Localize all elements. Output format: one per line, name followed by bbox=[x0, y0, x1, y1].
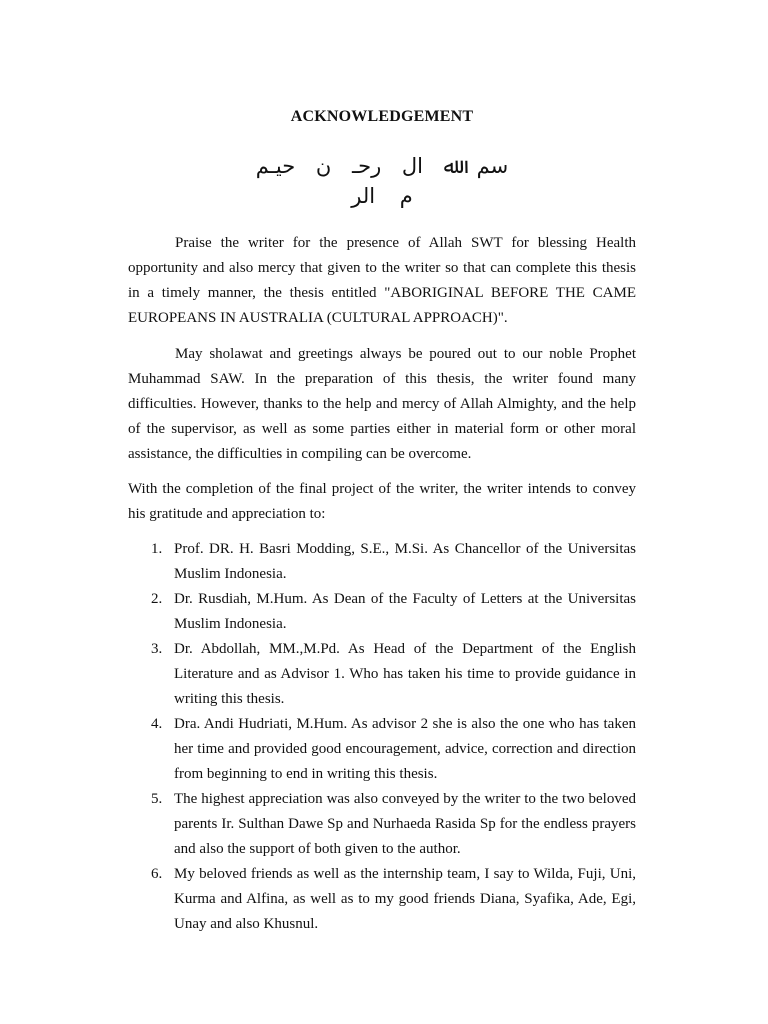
list-item-text: The highest appreciation was also conveyed by the writer to the two beloved parents Ir. Sulthan Dawe Sp and Nurhaeda Rasida Sp for the endless prayers and also the support of both given to the author. bbox=[174, 791, 636, 857]
list-item-number: 2. bbox=[151, 591, 163, 607]
list-item bbox=[128, 637, 636, 712]
paragraph-sholawat: May sholawat and greetings always be poured out to our noble Prophet Muhammad SAW. In the preparation of this thesis, the writer found many difficulties. However, thanks to the help and mercy of Allah Almighty, and the help of the supervisor, as well as some parties either in material form or other moral assistance, the difficulties in compiling can be overcome. bbox=[128, 346, 636, 462]
list-item-number: 1. bbox=[151, 541, 163, 557]
list-item-text: Dra. Andi Hudriati, M.Hum. As advisor 2 she is also the one who has taken her time and provided good encouragement, advice, correction and direction from beginning to end in writing this thesis. bbox=[174, 716, 636, 782]
list-item bbox=[128, 537, 636, 587]
list-item bbox=[128, 587, 636, 637]
paragraph-praise: Praise the writer for the presence of Allah SWT for blessing Health opportunity and also mercy that given to the writer so that can complete this thesis in a timely manner, the thesis entitled "ABORIGINAL BEFORE THE CAME EUROPEANS IN AUSTRALIA (CULTURAL APPROACH)". bbox=[128, 235, 636, 326]
list-item-number: 5. bbox=[151, 791, 163, 807]
list-item-text: Dr. Rusdiah, M.Hum. As Dean of the Faculty of Letters at the Universitas Muslim Indonesia. bbox=[174, 591, 636, 632]
list-item bbox=[128, 787, 636, 862]
basmala-line-1: سم ﷲ ال رحـ ن حيـم bbox=[255, 154, 509, 178]
document-page bbox=[128, 0, 636, 1024]
list-item bbox=[128, 862, 636, 937]
acknowledgement-list bbox=[128, 537, 636, 937]
list-item-text: Dr. Abdollah, MM.,M.Pd. As Head of the Department of the English Literature and as Advisor 1. Who has taken his time to provide guidance in writing this thesis. bbox=[174, 641, 636, 707]
list-item-number: 4. bbox=[151, 716, 163, 732]
list-item-text: My beloved friends as well as the internship team, I say to Wilda, Fuji, Uni, Kurma and Alfina, as well as to my good friends Diana, Syafika, Ade, Egi, Unay and also Khusnul. bbox=[174, 866, 636, 932]
list-item-number: 6. bbox=[151, 866, 163, 882]
list-item-text: Prof. DR. H. Basri Modding, S.E., M.Si. As Chancellor of the Universitas Muslim Indonesia. bbox=[174, 541, 636, 582]
list-item-number: 3. bbox=[151, 641, 163, 657]
paragraph-gratitude-intro: With the completion of the final project of the writer, the writer intends to convey his gratitude and appreciation to: bbox=[128, 481, 636, 522]
list-item bbox=[128, 712, 636, 787]
page-title: ACKNOWLEDGEMENT bbox=[290, 108, 474, 125]
basmala-line-2: م الر bbox=[351, 184, 413, 208]
